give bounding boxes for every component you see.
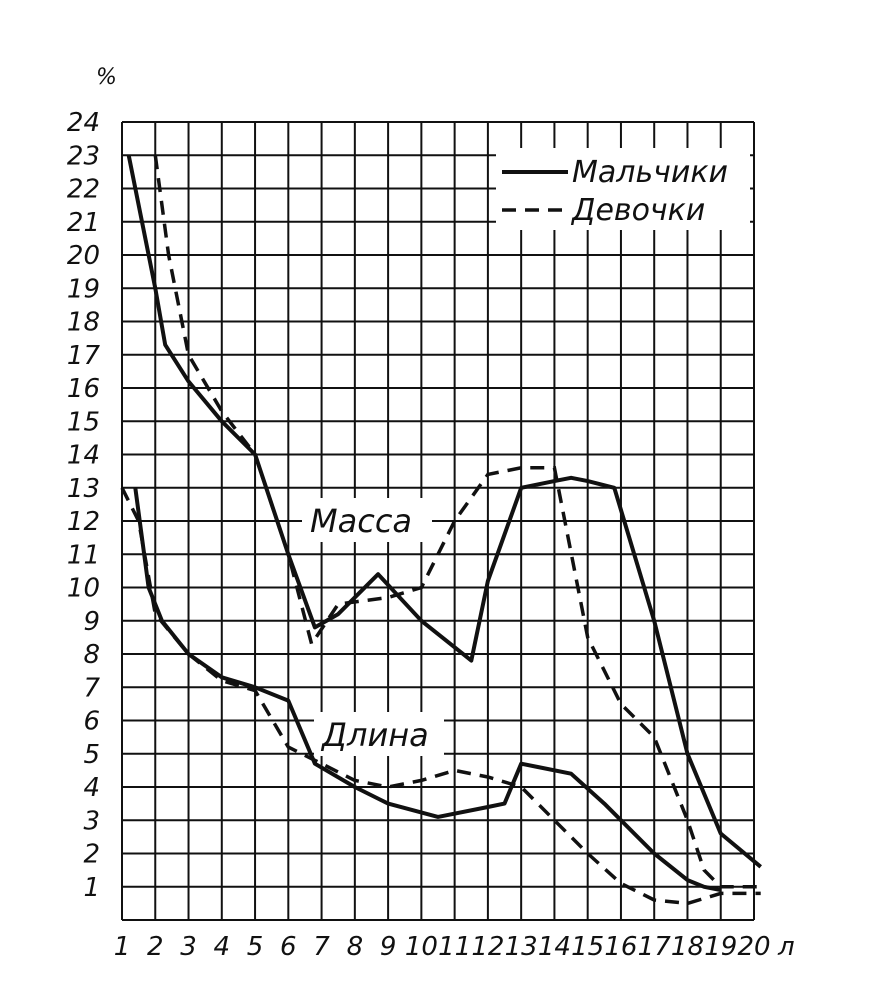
y-tick-label: 3	[83, 806, 100, 837]
y-tick-label: 5	[83, 739, 100, 770]
annotation-label: Масса	[310, 502, 413, 540]
x-tick-label: 9	[379, 932, 397, 962]
x-tick-label: 6	[280, 932, 297, 962]
y-tick-label: 11	[66, 540, 100, 571]
legend-label: Мальчики	[572, 155, 728, 190]
chart-series	[122, 155, 761, 903]
x-tick-label: 13	[504, 932, 538, 962]
chart-legend	[496, 148, 750, 230]
y-tick-label: 23	[66, 141, 100, 172]
x-tick-label: 20	[737, 932, 771, 962]
y-tick-label: 19	[66, 274, 100, 305]
y-tick-label: 2	[83, 839, 100, 870]
x-tick-label: 10	[404, 932, 438, 962]
y-tick-label: 21	[66, 207, 100, 238]
y-tick-label: 17	[66, 340, 100, 371]
chart-grid	[122, 122, 754, 920]
x-tick-label: 8	[346, 932, 364, 962]
y-tick-label: 20	[66, 241, 100, 271]
x-tick-label: 15	[571, 932, 605, 962]
x-tick-label: 4	[213, 932, 231, 962]
x-tick-label: 3	[180, 932, 197, 962]
x-tick-label: 14	[537, 932, 571, 962]
y-tick-label: 24	[66, 108, 100, 138]
x-tick-label: 7	[313, 932, 330, 962]
y-axis-label: %	[96, 65, 117, 90]
y-tick-label: 16	[66, 374, 100, 404]
y-tick-label: 1	[83, 872, 100, 903]
y-tick-label: 12	[66, 507, 100, 537]
x-tick-label: 12	[471, 932, 505, 962]
y-tick-label: 18	[66, 307, 100, 338]
x-tick-label: 2	[146, 932, 164, 962]
x-tick-label: 17	[637, 932, 671, 962]
x-tick-label: 5	[246, 932, 264, 962]
annotation-label: Длина	[322, 716, 429, 754]
y-tick-label: 6	[83, 706, 100, 737]
y-axis-ticks	[67, 108, 101, 903]
x-tick-label: 1	[113, 932, 131, 962]
y-tick-label: 10	[66, 573, 100, 604]
y-tick-label: 15	[66, 407, 100, 438]
y-tick-label: 4	[83, 773, 100, 803]
boys-mass-line	[129, 155, 761, 867]
legend-label: Девочки	[572, 193, 706, 228]
x-tick-label: 19	[704, 932, 738, 962]
x-axis-ticks	[114, 932, 771, 962]
y-tick-label: 7	[83, 673, 100, 704]
x-tick-label: 16	[604, 932, 638, 962]
y-tick-label: 13	[66, 473, 100, 504]
y-tick-label: 22	[66, 174, 100, 205]
x-axis-unit-label: л	[778, 932, 795, 962]
x-tick-label: 11	[438, 932, 472, 962]
x-tick-label: 18	[670, 932, 705, 962]
y-tick-label: 9	[83, 606, 100, 637]
y-tick-label: 14	[66, 440, 100, 471]
y-tick-label: 8	[83, 640, 100, 670]
